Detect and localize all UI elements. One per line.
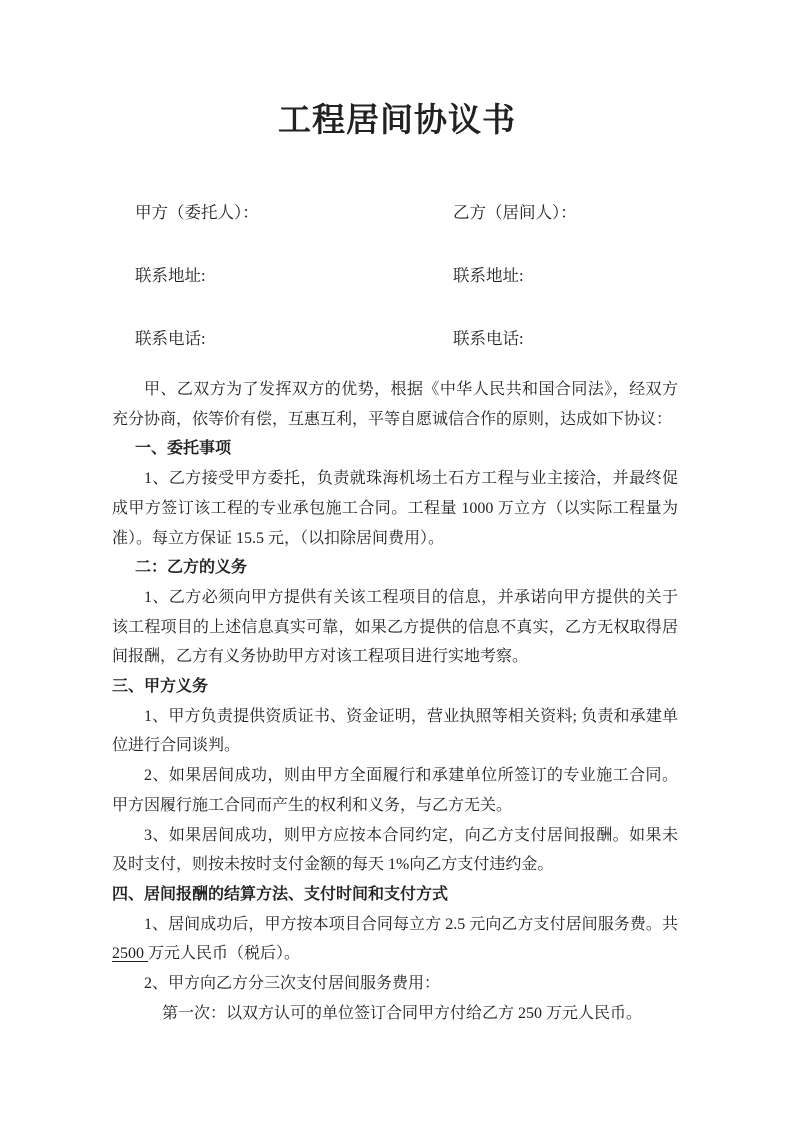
intro-paragraph: 甲、乙双方为了发挥双方的优势，根据《中华人民共和国合同法》，经双方充分协商，依等价有偿，互惠互利，平等自愿诚信合作的原则，达成如下协议： <box>112 381 678 428</box>
section-4-heading: 四、居间报酬的结算方法、支付时间和支付方式 <box>112 885 449 903</box>
party-phone-row <box>112 328 678 349</box>
section-4-paragraph-3: 第一次：以双方认可的单位签订合同甲方付给乙方 250 万元人民币。 <box>162 1004 643 1022</box>
fee-text-after-amount: 万元人民币（税后）。 <box>148 945 301 963</box>
underlined-total-amount: 2500 <box>112 945 148 963</box>
parties-block <box>112 202 678 349</box>
document-title: 工程居间协议书 <box>278 103 516 139</box>
party-a-label: 甲方（委托人）： <box>135 203 259 222</box>
fee-text-before-amount: 1、居间成功后，甲方按本项目合同每立方 2.5 元向乙方支付居间服务费。共 <box>144 915 678 933</box>
section-3-paragraph-2: 2、如果居间成功，则由甲方全面履行和承建单位所签订的专业施工合同。甲方因履行施工合同而产生的权利和义务，与乙方无关。 <box>112 767 678 814</box>
section-2-paragraph-1: 1、乙方必须向甲方提供有关该工程项目的信息，并承诺向甲方提供的关于该工程项目的上述信息真实可靠，如果乙方提供的信息不真实，乙方无权取得居间报酬，乙方有义务协助甲方对该工程项目进行实地考察。 <box>112 588 678 666</box>
party-b-address-label: 联系地址: <box>453 266 524 285</box>
party-a-address-label: 联系地址: <box>135 266 206 285</box>
section-1-paragraph-1: 1、乙方接受甲方委托，负责就珠海机场土石方工程与业主接洽，并最终促成甲方签订该工程的专业承包施工合同。工程量 1000 万立方（以实际工程量为准）。每立方保证 15.5 元，（以扣除居间费用）。 <box>112 470 678 547</box>
section-3-paragraph-1: 1、甲方负责提供资质证书、资金证明，营业执照等相关资料; 负责和承建单位进行合同谈判。 <box>112 707 678 755</box>
section-4-paragraph-2: 2、甲方向乙方分三次支付居间服务费用： <box>144 975 441 993</box>
contract-body <box>112 375 678 1028</box>
party-address-row <box>112 265 678 286</box>
section-3-paragraph-3: 3、如果居间成功，则甲方应按本合同约定，向乙方支付居间报酬。如果未及时支付，则按未按时支付金额的每天 1%向乙方支付违约金。 <box>112 826 678 874</box>
party-names-row <box>112 202 678 223</box>
section-4-paragraph-1 <box>112 910 678 969</box>
party-b-label: 乙方（居间人）： <box>453 203 577 222</box>
section-3-heading: 三、甲方义务 <box>112 678 209 696</box>
party-b-phone-label: 联系电话: <box>453 329 524 348</box>
party-a-phone-label: 联系电话: <box>135 329 206 348</box>
section-1-heading: 一、委托事项 <box>135 440 232 458</box>
section-2-heading: 二：乙方的义务 <box>135 559 248 577</box>
